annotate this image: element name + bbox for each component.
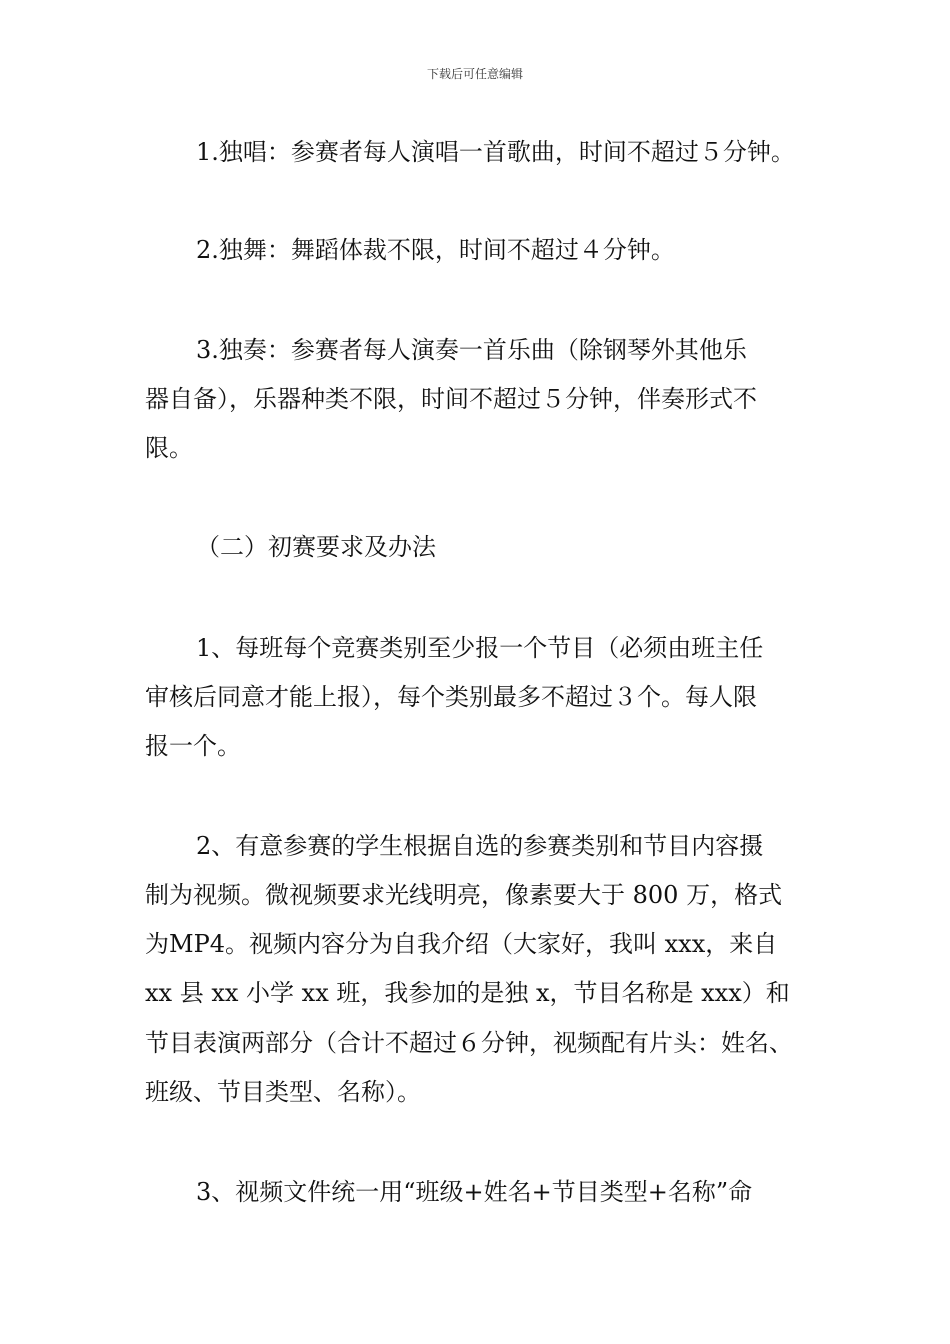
rule-2-line5: 节目表演两部分（合计不超过６分钟，视频配有片头：姓名、 xyxy=(145,1029,793,1057)
rule-2-line1: 2、有意参赛的学生根据自选的参赛类别和节目内容摄 xyxy=(196,832,764,860)
rule-3-line1: 3、视频文件统一用“班级+姓名+节目类型+名称”命 xyxy=(196,1178,753,1206)
rule-1-line2: 审核后同意才能上报），每个类别最多不超过３个。每人限 xyxy=(145,683,757,711)
section-heading-preliminary: （二）初赛要求及办法 xyxy=(196,533,436,561)
rule-2-line2: 制为视频。微视频要求光线明亮，像素要大于 800 万，格式 xyxy=(145,881,783,909)
rule-2-line3: 为MP4。视频内容分为自我介绍（大家好，我叫 xxx，来自 xyxy=(145,930,778,958)
rule-1-line1: 1、每班每个竞赛类别至少报一个节目（必须由班主任 xyxy=(196,634,764,662)
paragraph-solo-instrument-line1: 3.独奏：参赛者每人演奏一首乐曲（除钢琴外其他乐 xyxy=(196,336,747,364)
page-header: 下载后可任意编辑 xyxy=(426,67,523,81)
paragraph-solo-dance: 2.独舞：舞蹈体裁不限，时间不超过４分钟。 xyxy=(196,236,675,264)
paragraph-solo-instrument-line3: 限。 xyxy=(145,434,193,462)
rule-1-line3: 报一个。 xyxy=(145,732,241,760)
paragraph-solo-instrument-line2: 器自备），乐器种类不限，时间不超过５分钟，伴奏形式不 xyxy=(145,385,757,413)
paragraph-solo-singing: 1.独唱：参赛者每人演唱一首歌曲，时间不超过５分钟。 xyxy=(196,138,795,166)
rule-2-line4: xx 县 xx 小学 xx 班，我参加的是独 x，节目名称是 xxx）和 xyxy=(145,979,790,1007)
rule-2-line6: 班级、节目类型、名称）。 xyxy=(145,1078,421,1106)
